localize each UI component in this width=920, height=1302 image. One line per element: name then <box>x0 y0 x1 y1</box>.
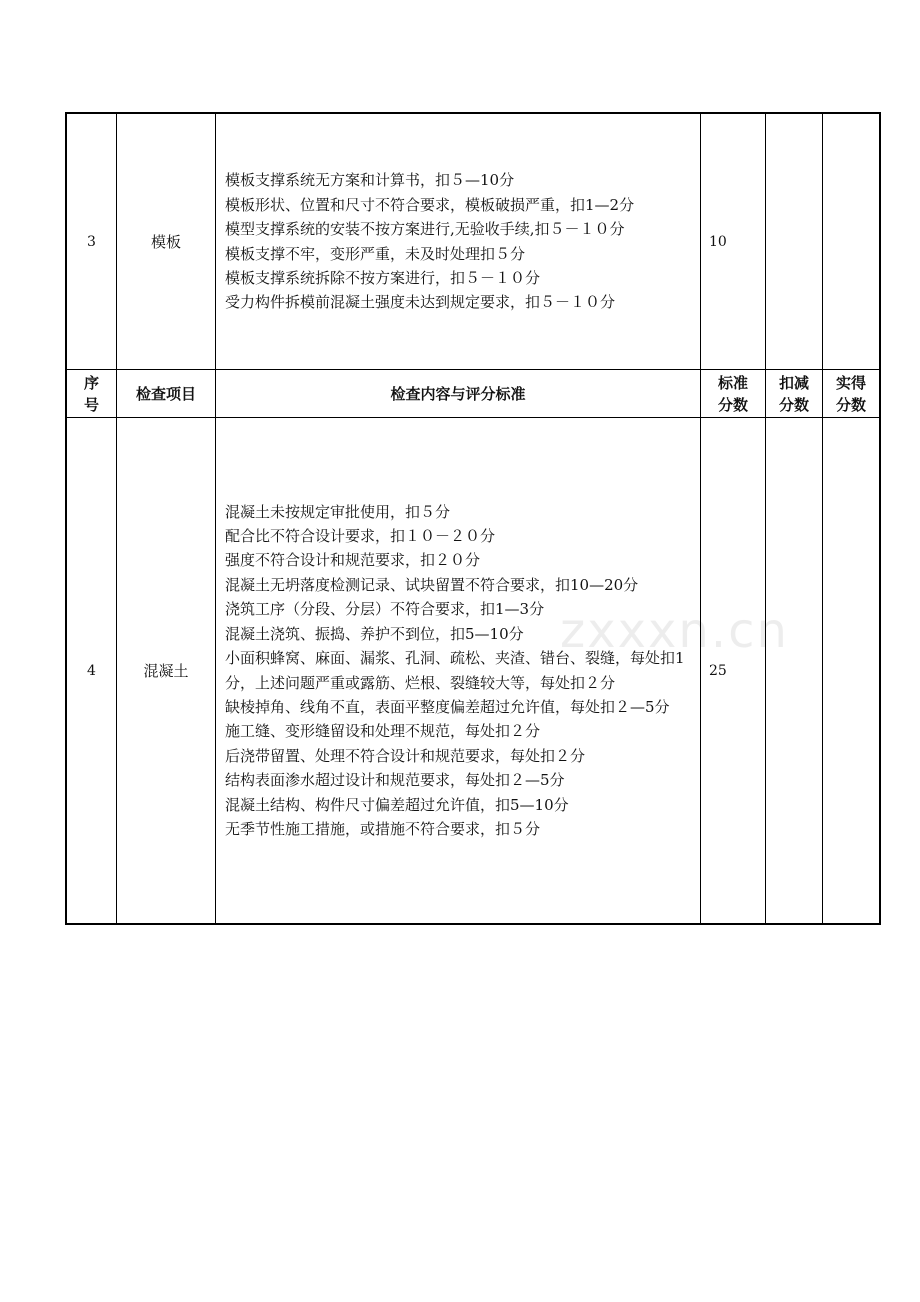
criteria-line: 施工缝、变形缝留设和处理不规范，每处扣２分 <box>225 722 541 741</box>
criteria-line: 模板支撑不牢，变形严重，未及时处理扣５分 <box>225 244 526 263</box>
deducted-score <box>766 418 823 925</box>
deducted-score <box>766 113 823 370</box>
actual-score <box>823 418 881 925</box>
criteria-line: 混凝土未按规定审批使用，扣５分 <box>225 502 451 521</box>
header-row <box>66 370 880 418</box>
standard-score: 25 <box>701 418 766 925</box>
criteria-line: 混凝土无坍落度检测记录、试块留置不符合要求，扣10—20分 <box>225 575 639 594</box>
table-row <box>66 113 880 370</box>
row-number: 3 <box>66 113 117 370</box>
criteria-line: 模型支撑系统的安装不按方案进行,无验收手续,扣５－１０分 <box>225 220 625 239</box>
criteria-line: 混凝土浇筑、振捣、养护不到位，扣5—10分 <box>225 624 524 643</box>
header-deduct: 扣减分数 <box>766 370 823 418</box>
row-number: 4 <box>66 418 117 925</box>
criteria-line: 强度不符合设计和规范要求，扣２０分 <box>225 551 481 570</box>
criteria-line: 结构表面渗水超过设计和规范要求，每处扣２—5分 <box>225 771 565 790</box>
inspection-table <box>65 112 881 925</box>
watermark: zxxxn.cn <box>560 603 789 659</box>
inspection-item: 混凝土 <box>117 418 216 925</box>
criteria-line: 浇筑工序（分段、分层）不符合要求，扣1—3分 <box>225 600 545 619</box>
table-row <box>66 418 880 925</box>
header-actual: 实得分数 <box>823 370 881 418</box>
actual-score <box>823 113 881 370</box>
header-standard: 标准分数 <box>701 370 766 418</box>
header-item: 检查项目 <box>117 370 216 418</box>
criteria-line: 配合比不符合设计要求，扣１０－２０分 <box>225 527 496 546</box>
criteria-cell <box>216 113 701 370</box>
criteria-line: 模板支撑系统无方案和计算书，扣５—10分 <box>225 171 515 190</box>
criteria-line: 受力构件拆模前混凝土强度未达到规定要求，扣５－１０分 <box>225 293 616 312</box>
criteria-line: 混凝土结构、构件尺寸偏差超过允许值，扣5—10分 <box>225 795 569 814</box>
criteria-line: 小面积蜂窝、麻面、漏浆、孔洞、疏松、夹渣、错台、裂缝，每处扣1分，上述问题严重或露筋、烂根、裂缝较大等，每处扣２分 <box>225 649 685 692</box>
criteria-line: 缺棱掉角、线角不直，表面平整度偏差超过允许值，每处扣２—5分 <box>225 697 670 716</box>
criteria-line: 无季节性施工措施，或措施不符合要求，扣５分 <box>225 819 541 838</box>
header-content: 检查内容与评分标准 <box>216 370 701 418</box>
inspection-item: 模板 <box>117 113 216 370</box>
criteria-line: 模板形状、位置和尺寸不符合要求，模板破损严重，扣1—2分 <box>225 195 635 214</box>
standard-score: 10 <box>701 113 766 370</box>
criteria-cell <box>216 418 701 925</box>
criteria-line: 后浇带留置、处理不符合设计和规范要求，每处扣２分 <box>225 746 586 765</box>
criteria-line: 模板支撑系统拆除不按方案进行，扣５－１０分 <box>225 268 541 287</box>
header-no: 序号 <box>66 370 117 418</box>
